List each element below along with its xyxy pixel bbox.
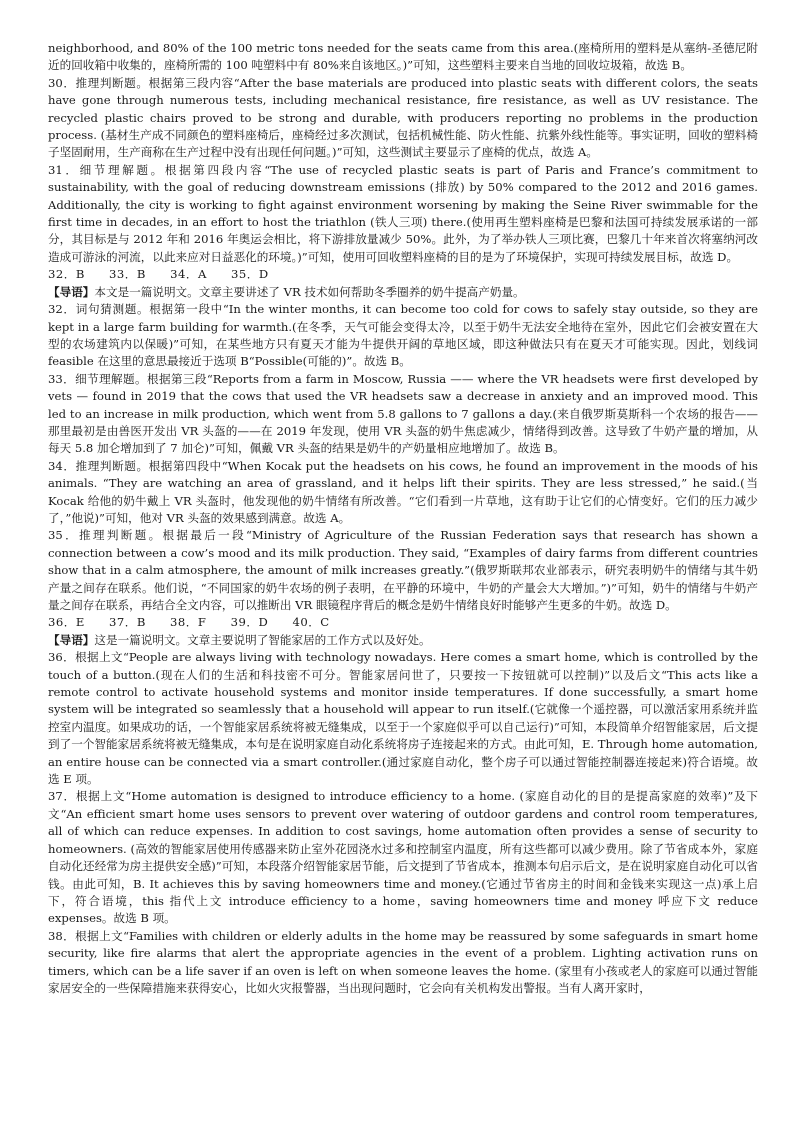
guide-passage-vr-cows — [48, 284, 758, 301]
answer-explanation-32: 32．词句猜测题。根据第一段中“In the winter months, it can become too cold for cows to safely stay outside, so they are kept in a large farm building for warmth.(在冬季，天气可能会变得太冷，以至于奶牛无法安全地待在室外，因此它们会被安置在大型的农场建筑内以保暖)”可知，在某些地方只有夏天才能为牛提供开阔的草地区域，即这种做法只有在夏天才可能实现。因此，划线词 feasible 在这里的意思最接近于选项 B“Possible(可能的)”。故选 B。 — [48, 302, 758, 369]
answer-key-32-35: 32．B 33．B 34．A 35．D — [48, 267, 269, 282]
answer-explanation-34: 34．推理判断题。根据第四段中“When Kocak put the headsets on his cows, he found an improvement in the moods of his animals. “They are watching an area of grassland, and it helps lift their spirits. They are less stressed,” he said.(当 Kocak 给他的奶牛戴上 VR 头盔时，他发现他的奶牛情绪有所改善。“它们看到一片草地，这有助于让它们的心情变好。它们的压力减少了，”他说)”可知，他对 VR 头盔的效果感到满意。故选 A。 — [48, 458, 758, 525]
answer-explanation-38: 38．根据上文“Families with children or elderly adults in the home may be reassured by some safeguards in smart home security, like fire alarms that alert the appropriate agencies in the event of a problem. Lighting activation runs on timers, which can be a life saver if an oven is left on when someone leaves the home. (家里有小孩或老人的家庭可以通过智能家居安全的一些保障措施来获得安心，比如火灾报警器，当出现问题时，它会向有关机构发出警报。当有人离开家时， — [48, 928, 758, 995]
answer-explanation-36: 36．根据上文“People are always living with technology nowadays. Here comes a smart home, which is controlled by the touch of a button.(现在人们的生活和科技密不可分。智能家居问世了，只要按一下按钮就可以控制)”以及后文“This acts like a remote control to activate household systems and monitor inside temperatures. If done successfully, a smart home system will be integrated so seamlessly that a household will appear to run itself.(它就像一个遥控器，可以激活家用系统并监控室内温度。如果成功的话，一个智能家居系统将被无缝集成，以至于一个家庭似乎可以自己运行)”可知，本段简单介绍智能家居，后文提到了一个智能家居系统将被无缝集成，本句是在说明家庭自动化系统将房子连接起来的方式。由此可知，E. Through home automation, an entire house can be connected via a smart controller.(通过家庭自动化，整个房子可以通过智能控制器连接起来)符合语境。故选 E 项。 — [48, 650, 758, 787]
guide-text: 这是一篇说明文。文章主要说明了智能家居的工作方式以及好处。 — [94, 632, 431, 647]
answer-explanation-30: 30．推理判断题。根据第三段内容“After the base materials are produced into plastic seats with different colors, the seats have gone through numerous tests, including mechanical resistance, fire resistance, as well as UV resistance. The recycled plastic chairs proved to be strong and durable, with producers reporting no problems in the production process. (基材生产成不同颜色的塑料座椅后，座椅经过多次测试，包括机械性能、防火性能、抗紫外线性能等。事实证明，回收的塑料椅子坚固耐用，生产商称在生产过程中没有出现任何问题。)”可知，这些测试主要显示了座椅的优点，故选 A。 — [48, 75, 758, 160]
guide-text: 本文是一篇说明文。文章主要讲述了 VR 技术如何帮助冬季圈养的奶牛提高产奶量。 — [94, 284, 525, 299]
answer-explanation-33: 33．细节理解题。根据第三段“Reports from a farm in Moscow, Russia —— where the VR headsets were first developed by vets — found in 2019 that the cows that used the VR headsets saw a decrease in anxiety and an improved mood. This led to an increase in milk production, which went from 5.8 gallons to 7 gallons a day.(来自俄罗斯莫斯科一个农场的报告——那里最初是由兽医开发出 VR 头盔的——在 2019 年发现，使用 VR 头盔的奶牛焦虑减少，情绪得到改善。这导致了牛奶产量的增加，从每天 5.8 加仑增加到了 7 加仑)”可知，佩戴 VR 头盔的结果是奶牛的产奶量相应地增加了。故选 B。 — [48, 371, 758, 456]
paragraph-29-continuation: neighborhood, and 80% of the 100 metric tons needed for the seats came from this area.(座椅所用的塑料是从塞纳-圣德尼附近的回收箱中收集的，座椅所需的 100 吨塑料中有 80%来自该地区。)”可知，这些塑料主要来自当地的回收垃圾箱，故选 B。 — [48, 41, 758, 73]
guide-label: 【导语】 — [48, 632, 95, 647]
guide-label: 【导语】 — [48, 284, 95, 299]
guide-passage-smart-home — [48, 632, 758, 649]
answer-explanation-37: 37．根据上文“Home automation is designed to introduce efficiency to a home. (家庭自动化的目的是提高家庭的效率)”及下文“An efficient smart home uses sensors to prevent over watering of outdoor gardens and control room temperatures, all of which can reduce expenses. In addition to cost savings, home automation often provides a sense of security to homeowners. (高效的智能家居使用传感器来防止室外花园浇水过多和控制室内温度，所有这些都可以减少费用。除了节省成本外，家庭自动化还经常为房主提供安全感)”可知，本段落介绍智能家居节能，后文提到了节省成本，推测本句启示后文，是在说明家庭自动化可以省钱。由此可知，B. It achieves this by saving homeowners time and money.(它通过节省房主的时间和金钱来实现这一点)承上启下，符合语境，this 指代上文 introduce efficiency to a home，saving homeowners time and money 呼应下文 reduce expenses。故选 B 项。 — [48, 789, 758, 926]
document-page — [48, 40, 758, 997]
answer-key-36-40: 36．E 37．B 38．F 39．D 40．C — [48, 615, 330, 630]
answer-explanation-31: 31．细节理解题。根据第四段内容“The use of recycled plastic seats is part of Paris and France’s commitment to sustainability, with the goal of reducing downstream emissions (排放) by 50% compared to the 2012 and 2016 games. Additionally, the city is working to fight against environment worsening by making the Seine River swimmable for the first time in decades, in an effort to host the triathlon (铁人三项) there.(使用再生塑料座椅是巴黎和法国可持续发展承诺的一部分，其目标是与 2012 年和 2016 年奥运会相比，将下游排放量减少 50%。此外，为了举办铁人三项比赛，巴黎几十年来首次将塞纳河改造成可游泳的河流，以此来应对日益恶化的环境。)”可知，使用可回收塑料座椅的目的是为了环境保护，实现可持续发展目标，故选 D。 — [48, 162, 758, 264]
answer-explanation-35: 35．推理判断题。根据最后一段“Ministry of Agriculture of the Russian Federation says that research has shown a connection between a cow’s mood and its milk production. They said, “Examples of dairy farms from different countries show that in a calm atmosphere, the amount of milk increases greatly.”(俄罗斯联邦农业部表示，研究表明奶牛的情绪与其牛奶产量之间存在联系。他们说，“不同国家的奶牛农场的例子表明，在平静的环境中，牛奶的产量会大大增加。”)”可知，奶牛的情绪与牛奶产量之间存在联系，再结合全文内容，可以推断出 VR 眼镜程序背后的概念是奶牛情绪良好时能够产生更多的牛奶。故选 D。 — [48, 528, 758, 612]
